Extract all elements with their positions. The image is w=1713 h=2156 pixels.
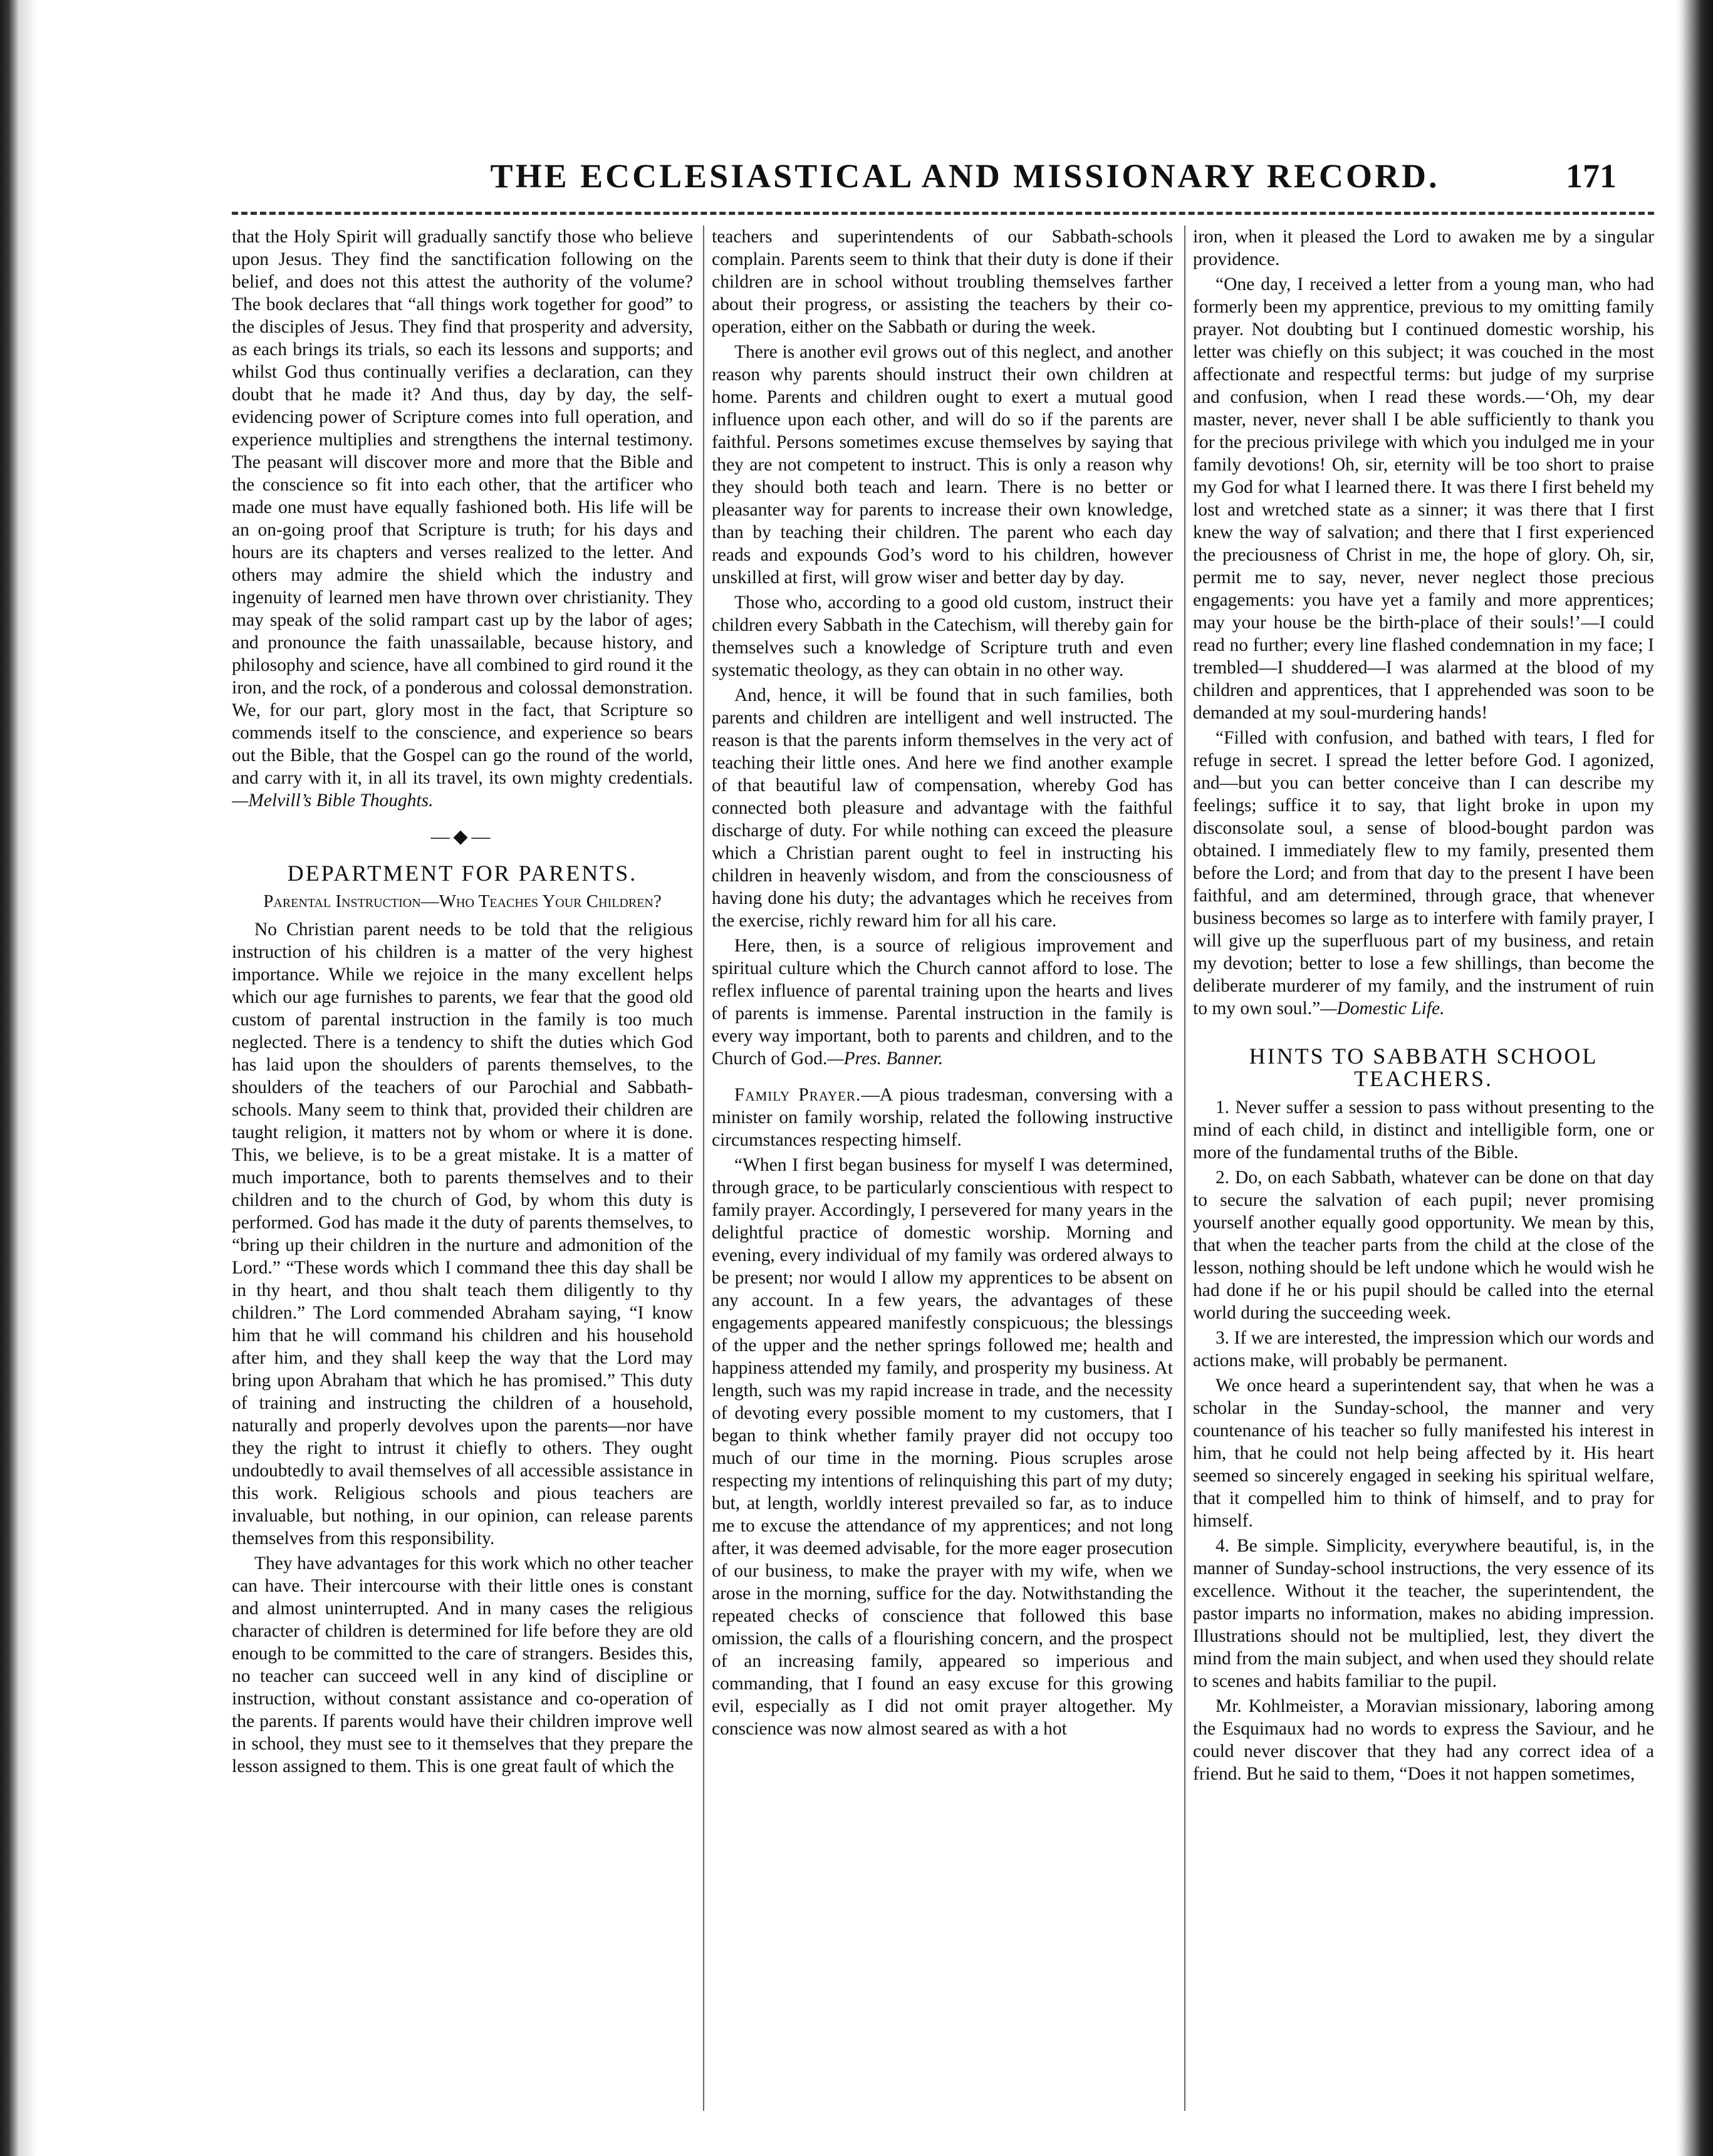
paragraph: iron, when it pleased the Lord to awaken me by a singular providence. bbox=[1193, 227, 1654, 269]
paragraph: There is another evil grows out of this neglect, and another reason why parents should instruct their own children at home. Parents and children ought to exert a mutual good influence upon each other, and will do so if the parents are faithful. Persons sometimes excuse themselves by saying that they are not competent to instruct. This is only a reason why they should both teach and learn. There is no better or pleasanter way for parents to increase their own knowledge, than by teaching their children. The parent who each day reads and expounds God’s word to his children, however unskilled at first, will grow wiser and better day by day. bbox=[712, 342, 1173, 588]
paragraph-text: that the Holy Spirit will gradually sanctify those who believe upon Jesus. They find the sanctification following on the belief, and does not this attest the authority of the volume? The book declares that “all things work together for good” to the disciples of Jesus. They find that prosperity and adversity, as each brings its trials, so each its lessons and supports; and whilst God thus continually verifies a declaration, can they doubt that he made it? And thus, day by day, the self-evidencing power of Scripture comes into full operation, and experience multiplies and strengthens the internal testimony. The peasant will discover more and more that the Bible and the conscience so fit into each other, that the artificer who made one must have equally fashioned both. His life will be an on-going proof that Scripture is truth; for his days and hours are its chapters and verses realized to the letter. And others may admire the shield which the industry and ingenuity of learned men have thrown over christianity. They may speak of the solid rampart cast up by the labor of ages; and pronounce the faith unassailable, because history, and philosophy and science, have all combined to gird round it the iron, and the rock, of a ponderous and colossal demonstration. We, for our part, glory most in the fact, that Scripture so commends itself to the conscience, and experience so bears out the Bible, that the Gospel can go the round of the world, and carry with it, in all its travel, its own mighty credentials. bbox=[232, 227, 693, 788]
running-title: THE ECCLESIASTICAL AND MISSIONARY RECORD. bbox=[490, 157, 1440, 195]
page-header bbox=[232, 157, 1667, 207]
paragraph: No Christian parent needs to be told that the religious instruction of his children is a matter of the very highest importance. While we rejoice in the many excellent helps which our age furnishes to parents, we fear that the good old custom of parental instruction in the family is too much neglected. There is a tendency to shift the duties which God has laid upon the shoulders of parents themselves, to the shoulders of the teachers of our Parochial and Sabbath-schools. Many seem to think that, provided their children are taught religion, it matters not by whom or where it is done. This, we believe, is to be a great mistake. It is a matter of much importance, both to parents themselves and to their children and to the church of God, by whom this duty is performed. God has made it the duty of parents themselves, to “bring up their children in the nurture and admonition of the Lord.” “These words which I command thee this day shall be in thy heart, and thou shalt teach them diligently to thy children.” The Lord commended Abraham saying, “I know him that he will command his children and his household after him, and they shall keep the way that the Lord may bring upon Abraham that which he has promised.” This duty of training and instructing the children of a household, naturally and properly devolves upon the parents—nor have they the right to intrust it chiefly to others. They ought undoubtedly to avail themselves of all accessible assistance in this work. Religious schools and pious teachers are invaluable, but nothing, in our opinion, can release parents themselves from this responsibility. bbox=[232, 920, 693, 1548]
paragraph: teachers and superintendents of our Sabbath-schools complain. Parents seem to think that their duty is done if their children are in school without troubling themselves farther about their progress, or assisting the teachers by their co-operation, either on the Sabbath or during the week. bbox=[712, 227, 1173, 337]
paragraph bbox=[712, 935, 1173, 1070]
paragraph: 2. Do, on each Sabbath, whatever can be done on that day to secure the salvation of each pupil; never promising yourself another equally good opportunity. We mean by this, that when the teacher parts from the child at the close of the lesson, nothing should be left undone which he would wish he had done if he or his pupil should be called into the eternal world during the succeeding week. bbox=[1193, 1168, 1654, 1323]
paragraph: We once heard a superintendent say, that when he was a scholar in the Sunday-school, the manner and very countenance of his teacher so fully manifested his interest in him, that he could not help being affected by it. His heart seemed so sincerely engaged in seeking his spiritual welfare, that it compelled him to think of himself, and to pray for himself. bbox=[1193, 1376, 1654, 1531]
paragraph: 4. Be simple. Simplicity, everywhere beautiful, is, in the manner of Sunday-school instructions, the very essence of its excellence. Without it the teacher, the superintendent, the pastor imparts no information, makes no abiding impression. Illustrations should not be multiplied, lest, they divert the mind from the main subject, and when used they should relate to scenes and habits familiar to the pupil. bbox=[1193, 1536, 1654, 1691]
source-credit: —Pres. Banner. bbox=[827, 1049, 944, 1069]
paragraph: “When I first began business for myself I was determined, through grace, to be particularly conscientious with respect to family prayer. Accordingly, I persevered for many years in the delightful practice of domestic worship. Morning and evening, every individual of my family was ordered always to be present; nor would I allow my apprentices to be absent on any account. In a few years, the advantages of these engagements appeared manifestly conspicuous; the blessings of the upper and the nether springs followed me; health and happiness attended my family, and prosperity my business. At length, such was my rapid increase in trade, and the necessity of devoting every possible moment to my customers, that I began to think whether family prayer did not occupy too much of our time in the morning. Pious scruples arose respecting my intentions of relinquishing this part of my duty; but, at length, worldly interest prevailed so far, as to induce me to excuse the attendance of my apprentices; and not long after, it was deemed advisable, for the more eager prosecution of our business, to make the prayer with my wife, when we arose in the morning, suffice for the day. Notwithstanding the repeated checks of conscience that followed this base omission, the calls of a flourishing concern, and the prospect of an increasing family, appeared so imperious and commanding, that I found an easy excuse for this growing evil, especially as I did not omit prayer altogether. My conscience was now almost seared as with a hot bbox=[712, 1155, 1173, 1739]
section-heading: HINTS TO SABBATH SCHOOL bbox=[1249, 1044, 1598, 1069]
column-left bbox=[232, 225, 693, 2117]
header-rule bbox=[232, 212, 1654, 215]
article-lead: Family Prayer. bbox=[734, 1085, 862, 1105]
column-divider bbox=[1184, 225, 1185, 2111]
column-middle bbox=[712, 225, 1173, 2117]
paragraph-text: —A pious tradesman, conversing with a minister on family worship, related the following instructive circumstances respecting himself. bbox=[712, 1085, 1173, 1150]
page-spine-left-shadow bbox=[0, 0, 38, 2156]
paragraph: “One day, I received a letter from a young man, who had formerly been my apprentice, previous to my omitting family prayer. Not doubting but I continued domestic worship, his letter was chiefly on this subject; it was couched in the most affectionate and respectful terms: but judge of my surprise and confusion, when I read these words.—‘Oh, my dear master, never, never shall I be able sufficiently to thank you for the precious privilege with which you indulged me in your family devotions! Oh, sir, eternity will be too short to praise my God for what I learned there. It was there I first beheld my lost and wretched state as a sinner; it was there that I first knew the way of salvation; and there that I first experienced the preciousness of Christ in me, the hope of glory. Oh, sir, permit me to say, never, never neglect those precious engagements: you have yet a family and more apprentices; may your house be the birth-place of their souls!’—I could read no further; every line flashed condemnation in my face; I trembled—I shuddered—I was alarmed at the blood of my children and apprentices, that I apprehended was soon to be demanded at my soul-murdering hands! bbox=[1193, 274, 1654, 723]
paragraph: Mr. Kohlmeister, a Moravian missionary, laboring among the Esquimaux had no words to express the Saviour, and he could never discover that they had any correct idea of a friend. But he said to them, “Does it not happen sometimes, bbox=[1193, 1696, 1654, 1784]
paragraph-text: “Filled with confusion, and bathed with tears, I fled for refuge in secret. I spread the letter before God. I agonized, and—but you can better conceive than I can describe my feelings; suffice it to say, that light broke in upon my disconsolate soul, a sense of blood-bought pardon was obtained. I immediately flew to my family, presented them before the Lord; and from that day to the present I have been faithful, and am determined, through grace, that whenever business becomes so large as to interfere with family prayer, I will give up the superfluous part of my business, and retain my devotion; better to lose a few shillings, than become the deliberate murderer of my family, and the instrument of ruin to my own soul.” bbox=[1193, 728, 1654, 1018]
paragraph: And, hence, it will be found that in such families, both parents and children are intelligent and well instructed. The reason is that the parents inform themselves in the very act of teaching their little ones. And here we find another example of that beautiful law of compensation, whereby God has connected both pleasure and advantage with the faithful discharge of duty. For while nothing can exceed the pleasure which a Christian parent ought to feel in instructing his children in heavenly wisdom, and from the consciousness of having done his duty; the advantages which he receives from the exercise, richly reward him for all his care. bbox=[712, 685, 1173, 931]
page-number: 171 bbox=[1566, 157, 1617, 195]
paragraph: 1. Never suffer a session to pass without presenting to the mind of each child, in distinct and intelligible form, one or more of the fundamental truths of the Bible. bbox=[1193, 1097, 1654, 1163]
paragraph: They have advantages for this work which no other teacher can have. Their intercourse with their little ones is constant and almost uninterrupted. And in many cases the religious character of children is determined for life before they are old enough to be committed to the care of strangers. Besides this, no teacher can succeed well in any kind of discipline or instruction, without constant assistance and co-operation of the parents. If parents would have their children improve well in school, they must see to it themselves that they prepare the lesson assigned to them. This is one great fault of which the bbox=[232, 1553, 693, 1776]
source-credit: —Domestic Life. bbox=[1320, 998, 1445, 1018]
section-heading: DEPARTMENT FOR PARENTS. bbox=[287, 861, 638, 886]
paragraph: 3. If we are interested, the impression which our words and actions make, will probably be permanent. bbox=[1193, 1328, 1654, 1371]
paragraph bbox=[232, 225, 693, 812]
article-title: Parental Instruction—Who Teaches Your Children? bbox=[263, 891, 662, 911]
column-right bbox=[1193, 225, 1654, 2117]
column-divider bbox=[703, 225, 704, 2111]
paragraph bbox=[712, 1084, 1173, 1151]
section-ornament: —◆— bbox=[430, 826, 494, 847]
paragraph-text: Here, then, is a source of religious improvement and spiritual culture which the Church cannot afford to lose. The reflex influence of parental training upon the hearts and lives of parents is immense. Parental instruction in the family is every way important, both to parents and children, and to the Church of God. bbox=[712, 936, 1173, 1069]
section-heading-continued: TEACHERS. bbox=[1353, 1066, 1493, 1091]
source-credit: —Melvill’s Bible Thoughts. bbox=[232, 790, 434, 811]
paragraph: Those who, according to a good old custom, instruct their children every Sabbath in the Catechism, will thereby gain for themselves such a knowledge of Scripture truth and even systematic theology, as they can obtain in no other way. bbox=[712, 593, 1173, 680]
page-spine-right-shadow bbox=[1675, 0, 1713, 2156]
paragraph bbox=[1193, 727, 1654, 1020]
